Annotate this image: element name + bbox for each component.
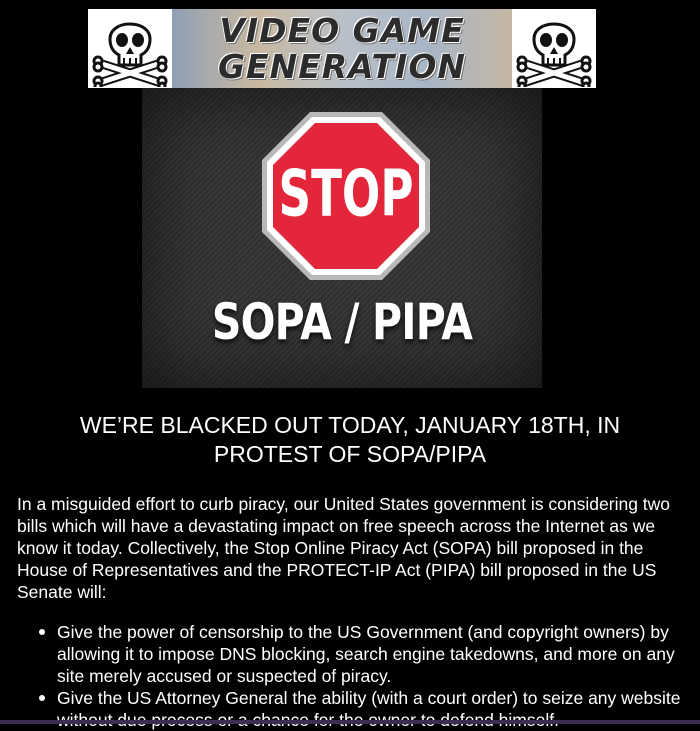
- blackout-headline: [20, 411, 680, 469]
- list-item: [17, 621, 682, 687]
- effects-list: [17, 621, 682, 731]
- list-item-text: Give the power of censorship to the US Government (and copyright owners) by allowing it to impose DNS blocking, search engine takedowns, and more on any site merely accused or suspected of piracy.: [57, 622, 675, 686]
- banner-logo[interactable]: [172, 9, 512, 88]
- sopa-pipa-caption: SOPA / PIPA: [211, 293, 473, 351]
- stop-sign-icon: [260, 110, 432, 282]
- intro-paragraph: In a misguided effort to curb piracy, our United States government is considering two bills which will have a devastating impact on free speech across the Internet as we know it today. Collectively, the Stop Online Piracy Act (SOPA) bill proposed in the House of Representatives and the PROTECT-IP Act (PIPA) bill proposed in the US Senate will:: [17, 494, 671, 602]
- banner-title-line2: GENERATION: [217, 46, 467, 86]
- skull-crossbones-icon: [512, 9, 596, 88]
- bottom-bar: [0, 720, 700, 724]
- bullet-icon: [39, 695, 45, 701]
- headline-line1: WE’RE BLACKED OUT TODAY, JANUARY 18TH, IN: [79, 412, 621, 438]
- skull-crossbones-icon: [88, 9, 172, 88]
- list-item-text: Give the US Attorney General the ability (with a court order) to seize any website: [57, 688, 681, 708]
- list-item: [17, 687, 682, 731]
- headline-line2: PROTEST OF SOPA/PIPA: [213, 441, 487, 467]
- stop-sopa-pipa-graphic: [142, 88, 542, 388]
- site-banner: [88, 9, 596, 88]
- bullet-icon: [39, 629, 45, 635]
- banner-title-line1: VIDEO GAME: [219, 10, 465, 50]
- stop-sign-text: STOP: [278, 157, 414, 232]
